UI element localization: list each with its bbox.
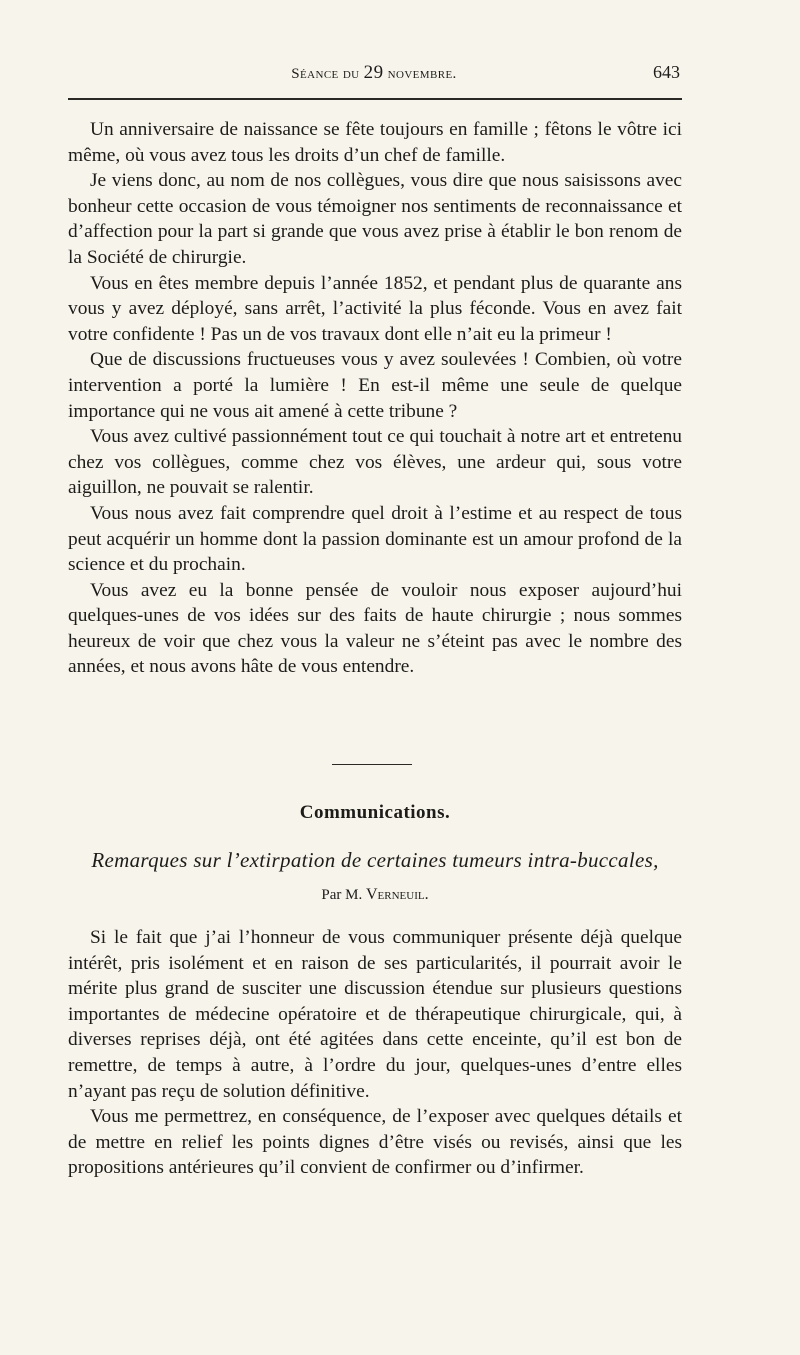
section-divider <box>332 764 412 765</box>
article-title: Remarques sur l’extirpation de certaines tumeurs intra-buccales, <box>91 848 659 872</box>
running-title-prefix: Séance du <box>291 66 364 82</box>
header-rule <box>68 98 682 100</box>
paragraph: Un anniversaire de naissance se fête toujours en famille ; fêtons le vôtre ici même, où vous avez tous les droits d’un chef de famille. <box>68 119 682 166</box>
article-text <box>68 925 682 1181</box>
paragraph: Vous me permettrez, en conséquence, de l’exposer avec quelques détails et de mettre en relief les points dignes d’être visés ou revisés, ainsi que les propositions antérieures qu’il convient de confirmer ou d’infirmer. <box>68 1106 682 1179</box>
body-text <box>68 117 682 680</box>
page-number: 643 <box>653 62 680 82</box>
paragraph: Vous avez cultivé passionnément tout ce qui touchait à notre art et entretenu chez vos collègues, comme chez vos élèves, une ardeur qui, sous votre aiguillon, ne pouvait se ralentir. <box>68 426 682 499</box>
paragraph: Vous en êtes membre depuis l’année 1852, et pendant plus de quarante ans vous y avez déployé, sans arrêt, l’activité la plus féconde. Vous en avez fait votre confidente ! Pas un de vos travaux dont elle n’ait eu la primeur ! <box>68 272 682 345</box>
author-name: Verneuil. <box>365 886 429 903</box>
byline <box>68 886 682 904</box>
running-title <box>68 62 680 84</box>
page-header <box>68 62 680 86</box>
paragraph: Vous nous avez fait comprendre quel droit à l’estime et au respect de tous peut acquérir un homme dont la passion dominante est un amour profond de la science et du prochain. <box>68 502 682 576</box>
section-heading: Communications. <box>299 802 451 823</box>
paragraph: Vous avez eu la bonne pensée de vouloir nous exposer aujourd’hui quelques-unes de vos idées sur des faits de haute chirurgie ; nous sommes heureux de voir que chez vous la valeur ne s’éteint pas avec le nombre des années, et nous avons hâte de vous entendre. <box>68 579 682 678</box>
byline-prefix: Par M. <box>321 887 366 903</box>
paragraph: Que de discussions fructueuses vous y avez soulevées ! Combien, où votre intervention a porté la lumière ! En est-il même une seule de quelque importance qui ne vous ait amené à cette tribune ? <box>68 349 682 422</box>
running-title-day: 29 <box>363 62 384 83</box>
paragraph: Si le fait que j’ai l’honneur de vous communiquer présente déjà quelque intérêt, pris isolément et en raison de ses particularités, il pourrait avoir le mérite plus grand de susciter une discussion étendue sur plusieurs questions importantes de médecine opératoire et de thérapeutique chirurgicale, qui, à diverses reprises déjà, ont été agitées dans cette enceinte, qu’il est bon de remettre, de temps à autre, à l’ordre du jour, quelques-unes d’entre elles n’ayant pas reçu de solution définitive. <box>68 927 682 1102</box>
running-title-suffix: novembre. <box>383 66 457 82</box>
paragraph: Je viens donc, au nom de nos collègues, vous dire que nous saisissons avec bonheur cette occasion de vous témoigner nos sentiments de reconnaissance et d’affection pour la part si grande que vous avez prise à établir le bon renom de la Société de chirurgie. <box>68 170 682 268</box>
